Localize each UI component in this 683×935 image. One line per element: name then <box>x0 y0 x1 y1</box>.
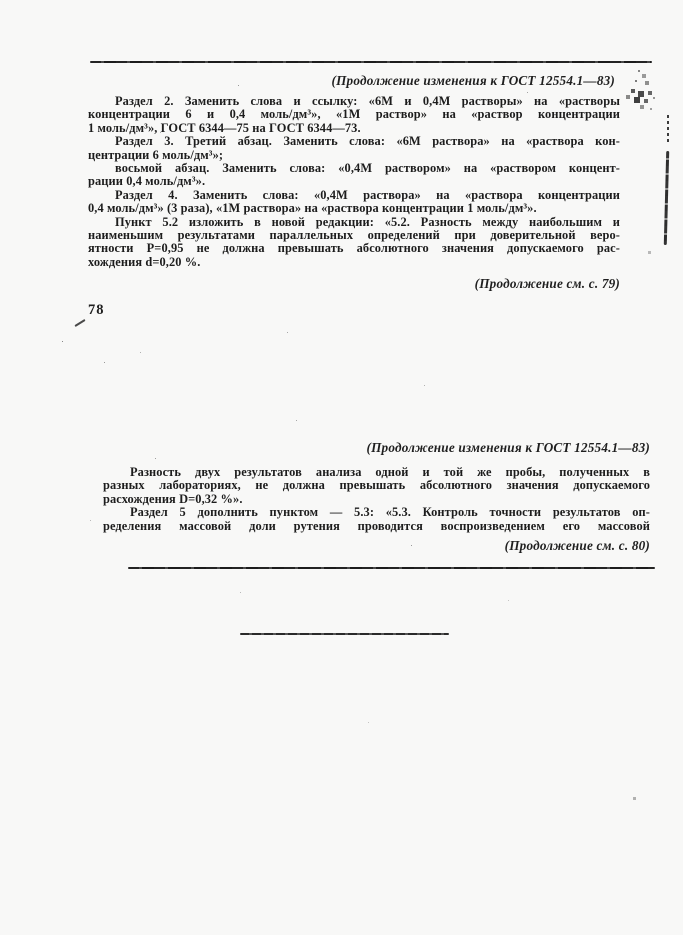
ink-smudge <box>626 66 628 68</box>
top-rule <box>90 61 652 63</box>
text-line: Пункт 5.2 изложить в новой редакции: «5.2. Разность между наибольшим и <box>115 214 620 229</box>
amendment-section-2 <box>103 440 650 554</box>
amendment-section-1 <box>88 73 620 292</box>
text-line: Раздел 2. Заменить слова и ссылку: «6М и 0,4М растворы» на «растворы <box>115 94 620 108</box>
text-line: 1 моль/дм³», ГОСТ 6344—75 на ГОСТ 6344—73. <box>88 120 361 135</box>
ink-streak <box>664 151 669 245</box>
text-line: Разность двух результатов анализа одной и той же пробы, полученных в <box>130 465 650 479</box>
page-number: 78 <box>88 302 105 318</box>
text-line: ятности Р=0,95 не должна превышать абсолютного значения допускаемого рас- <box>88 241 620 256</box>
separator-rule <box>240 633 449 635</box>
text-line: рации 0,4 моль/дм³». <box>88 174 206 189</box>
ink-streak <box>667 115 669 143</box>
text-line: хождения d=0,20 %. <box>88 254 201 269</box>
continuation-footer: (Продолжение см. с. 79) <box>474 276 620 292</box>
text-line: 0,4 моль/дм³» (3 раза), «1М раствора» на «раствора концентрации 1 моль/дм³». <box>88 201 537 216</box>
text-line: наименьшим результатами параллельных определений при доверительной веро- <box>88 228 620 243</box>
paragraph-lines <box>103 466 650 533</box>
continuation-header: (Продолжение изменения к ГОСТ 12554.1—83) <box>331 73 615 88</box>
bottom-rule <box>128 567 655 569</box>
text-line: ределения массовой доли рутения проводится воспроизведением его массовой <box>103 518 650 533</box>
text-line: Раздел 5 дополнить пунктом — 5.3: «5.3. Контроль точности результатов оп- <box>130 505 650 520</box>
text-line: концентрации 6 и 0,4 моль/дм³», «1М раствор» на «раствор концентрации <box>88 107 620 122</box>
pen-mark <box>74 319 85 327</box>
text-line: Раздел 4. Заменить слова: «0,4М раствора» на «раствора концентрации <box>115 187 620 202</box>
text-line: расхождения D=0,32 %». <box>103 491 243 506</box>
text-line: разных лабораториях, не должна превышать абсолютного значения допускаемого <box>103 478 650 493</box>
continuation-footer: (Продолжение см. с. 80) <box>504 538 650 554</box>
text-line: восьмой абзац. Заменить слова: «0,4М раствором» на «раствором концент- <box>115 161 620 176</box>
paragraph-lines <box>88 95 620 269</box>
continuation-header: (Продолжение изменения к ГОСТ 12554.1—83) <box>366 440 650 455</box>
text-line: центрации 6 моль/дм³»; <box>88 147 224 162</box>
scan-speckles <box>0 0 1 1</box>
text-line: Раздел 3. Третий абзац. Заменить слова: «6М раствора» на «раствора кон- <box>115 134 620 149</box>
